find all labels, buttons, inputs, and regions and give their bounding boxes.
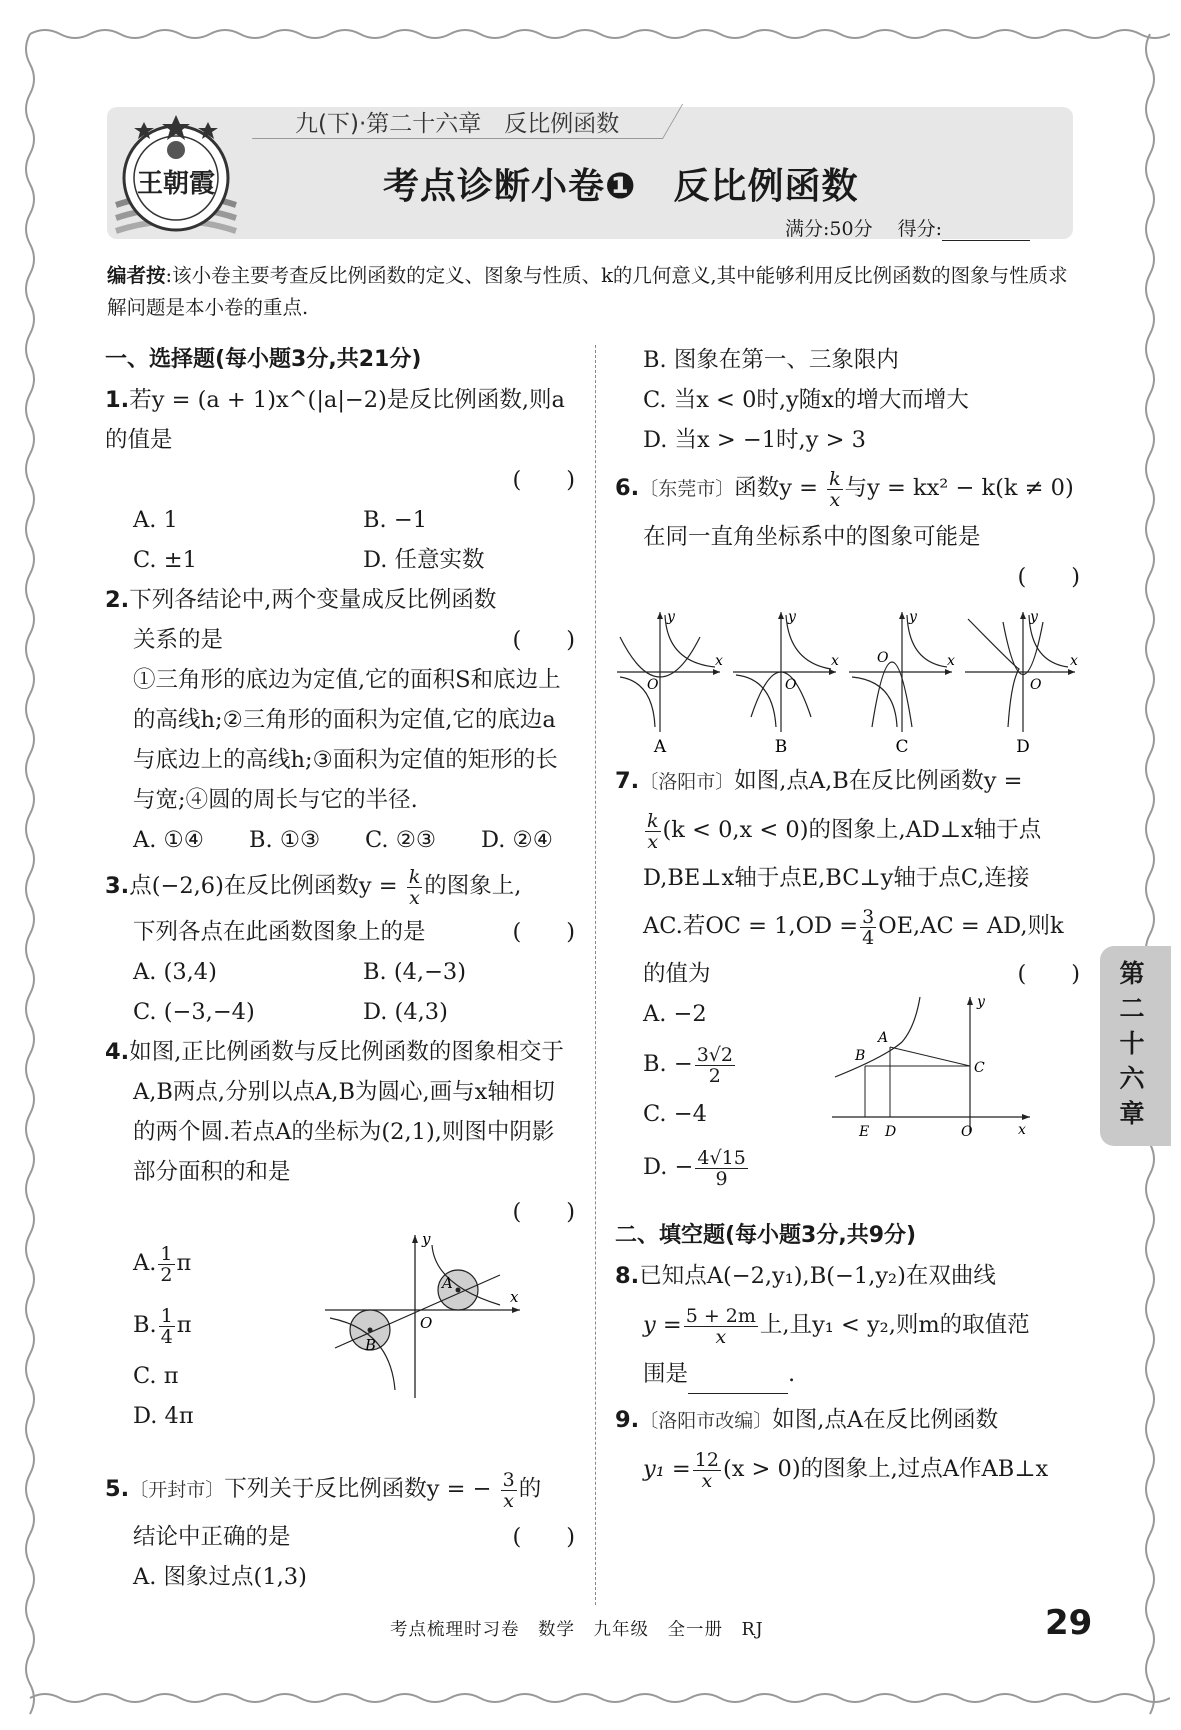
q4-option-d[interactable]: D. 4π — [133, 1403, 194, 1429]
svg-text:D: D — [885, 1124, 897, 1140]
q2-option-c[interactable]: C. ②③ — [365, 827, 437, 853]
q6-graph-b[interactable] — [733, 609, 839, 757]
section-2-title: 二、填空题(每小题3分,共9分) — [615, 1223, 917, 1248]
svg-text:O: O — [647, 677, 659, 693]
q8-eq-prefix: y = — [643, 1312, 682, 1338]
svg-text:y: y — [1030, 609, 1038, 625]
svg-text:y: y — [667, 609, 675, 625]
svg-text:C: C — [974, 1060, 985, 1076]
q7-source: 〔洛阳市〕 — [639, 771, 735, 793]
svg-text:D: D — [1016, 737, 1030, 757]
q4-option-a[interactable]: A. $\frac{1}{2}$ π — [133, 1242, 192, 1286]
q6-source: 〔东莞市〕 — [639, 478, 735, 500]
question-6 — [615, 460, 1080, 517]
q8-answer-blank[interactable] — [688, 1369, 788, 1394]
q2-option-a[interactable]: A. ①④ — [133, 827, 204, 853]
editor-note-text: :该小卷主要考查反比例函数的定义、图象与性质、k的几何意义,其中能够利用反比例函数的图象与性质求解问题是本小卷的重点. — [107, 264, 1068, 319]
q2-option-d[interactable]: D. ②④ — [481, 827, 553, 853]
q7-option-d[interactable]: D. − $\frac{4√15}{9}$ — [643, 1146, 746, 1190]
svg-text:A: A — [878, 1030, 889, 1046]
q5-text-b: 的 — [518, 1476, 542, 1502]
question-9 — [615, 1400, 1080, 1441]
q5-option-d[interactable]: D. 当x > −1时,y > 3 — [643, 427, 866, 453]
q5-fraction: $\frac{3}{x}$ — [502, 1468, 515, 1512]
q3-answer-paren[interactable]: ( ) — [512, 919, 575, 945]
q3-option-c[interactable]: C. (−3,−4) — [133, 999, 255, 1025]
q2-line1: 下列各结论中,两个变量成反比例函数 — [129, 587, 497, 613]
question-2 — [105, 580, 575, 860]
q6-line2: 在同一直角坐标系中的图象可能是 — [643, 524, 981, 550]
q1-option-d[interactable]: D. 任意实数 — [363, 547, 485, 573]
question-1 — [105, 380, 575, 580]
q2-option-b[interactable]: B. ①③ — [249, 827, 321, 853]
svg-text:O: O — [961, 1124, 973, 1140]
section-1-title: 一、选择题(每小题3分,共21分) — [105, 347, 422, 372]
footer: 考点梳理时习卷 数学 九年级 全一册 RJ — [390, 1620, 764, 1640]
editor-note-label: 编者按 — [107, 264, 166, 287]
editor-note — [107, 260, 1077, 324]
q3-option-d[interactable]: D. (4,3) — [363, 999, 448, 1025]
svg-text:y: y — [788, 609, 796, 625]
q5-option-b[interactable]: B. 图象在第一、三象限内 — [643, 347, 899, 373]
svg-text:A: A — [653, 737, 667, 757]
q8-fraction: $\frac{5 + 2m}{x}$ — [685, 1304, 756, 1348]
q3-option-a[interactable]: A. (3,4) — [133, 959, 217, 985]
q8-line1: 已知点A(−2,y₁),B(−1,y₂)在双曲线 — [639, 1263, 996, 1289]
svg-text:x: x — [715, 653, 723, 669]
q7-line4-a: AC.若OC = 1,OD = — [643, 913, 859, 939]
q3-text-a: 点(−2,6)在反比例函数y = — [129, 873, 398, 899]
q4-fig-a: A — [442, 1274, 453, 1292]
q9-number: 9. — [615, 1407, 640, 1433]
right-column: B. 图象在第一、三象限内 C. 当x < 0时,y随x的增大而增大 D. 当x > −1时,y > 3 6.〔东莞市〕函数y = $\frac{k}{x}$ 与y = kx² − k(k ≠ 0) 在同一直角坐标系中的图象可能是 ( ) y x O A y x O B y x O C y x O D 7.〔洛阳市〕如图,点A,B在反比例函数y = $\frac{k}{x}$ (k < 0,x < 0)的图象上,AD⊥x轴于点 D,BE⊥x轴于点E,BC⊥y轴于点C,连接 AC.若OC = 1,OD = $\frac{3}{4}$ OE,AC = AD,则k 的值为 ( ) A. −2 B. − $\frac{3√2}{2}$ C. −4 D. − $\frac{4√15}{9}$ y x O A B C D E 二、填空题(每小题3分,共9分) 8.已知点A(−2,y₁),B(−1,y₂)在双曲线 y = $\frac{5 + 2m}{x}$ 上,且y₁ < y₂,则m的取值范 围是 . 9.〔洛阳市改编〕如图,点A在反比例函数 y₁ = $\frac{12}{x}$ (x > 0)的图象上,过点A作AB⊥x — [615, 340, 1080, 1497]
page-title: 考点诊断小卷❶ 反比例函数 — [383, 166, 859, 207]
svg-text:B: B — [774, 737, 788, 757]
q2-body: ①三角形的底边为定值,它的面积S和底边上的高线h;②三角形的面积为定值,它的底边a与底边上的高线h;③面积为定值的矩形的长与宽;④圆的周长与它的半径. — [133, 667, 561, 813]
svg-text:y: y — [909, 609, 917, 625]
q6-graph-a[interactable] — [617, 609, 723, 757]
q6-graph-d[interactable] — [965, 609, 1078, 757]
q4-fig-o: O — [420, 1314, 433, 1332]
chapter-label: 九(下)·第二十六章 反比例函数 — [295, 111, 620, 137]
q7-line1: 如图,点A,B在反比例函数y = — [734, 768, 1023, 794]
q9-line1: 如图,点A在反比例函数 — [772, 1407, 999, 1433]
q4-text: 如图,正比例函数与反比例函数的图象相交于A,B两点,分别以点A,B为圆心,画与x轴相切的两个圆.若点A的坐标为(2,1),则图中阴影部分面积的和是 — [129, 1039, 564, 1185]
score-label: 得分: — [897, 218, 943, 240]
q4-fig-x: x — [510, 1288, 519, 1306]
q5-text-a: 下列关于反比例函数y = − — [224, 1476, 492, 1502]
q4-figure — [320, 1230, 530, 1400]
q4-fig-y: y — [422, 1230, 431, 1248]
q1-number: 1. — [105, 387, 130, 413]
q7-fraction: $\frac{k}{x}$ — [647, 809, 659, 853]
svg-text:x: x — [831, 653, 839, 669]
q5-source: 〔开封市〕 — [129, 1479, 225, 1501]
svg-text:y: y — [977, 994, 985, 1010]
q7-option-b[interactable]: B. − $\frac{3√2}{2}$ — [643, 1043, 733, 1087]
q4-fig-b: B — [365, 1336, 377, 1354]
q6-graph-c[interactable] — [849, 609, 955, 757]
q6-number: 6. — [615, 475, 640, 501]
q5-number: 5. — [105, 1476, 130, 1502]
question-5 — [105, 1462, 575, 1517]
q9-line2: (x > 0)的图象上,过点A作AB⊥x — [722, 1456, 1049, 1482]
svg-text:x: x — [1018, 1122, 1026, 1138]
q3-text-b: 的图象上, — [424, 873, 522, 899]
svg-text:x: x — [947, 653, 955, 669]
q1-text: 若y = (a + 1)x^(|a|−2)是反比例函数,则a的值是 — [105, 387, 565, 453]
score-line — [785, 214, 1030, 241]
left-column — [105, 340, 575, 1597]
q3-number: 3. — [105, 873, 130, 899]
q5-line2: 结论中正确的是 — [133, 1524, 291, 1550]
q7-option-a[interactable]: A. −2 — [643, 1001, 707, 1027]
q7-line4-b: OE,AC = AD,则k — [878, 913, 1064, 939]
q6-graphs — [615, 607, 1080, 757]
q8-line2: 上,且y₁ < y₂,则m的取值范 — [759, 1312, 1030, 1338]
q7-line2: (k < 0,x < 0)的图象上,AD⊥x轴于点 — [662, 817, 1042, 843]
svg-text:O: O — [785, 677, 797, 693]
q7-fraction-2: $\frac{3}{4}$ — [862, 905, 875, 949]
q2-line2: 关系的是 — [133, 627, 224, 653]
svg-text:B: B — [855, 1048, 866, 1064]
q1-option-b[interactable]: B. −1 — [363, 507, 428, 533]
q9-fraction: $\frac{12}{x}$ — [694, 1448, 719, 1492]
q7-line5: 的值为 — [643, 961, 711, 987]
q9-eq-prefix: y₁ = — [643, 1456, 691, 1482]
question-4 — [105, 1032, 575, 1462]
svg-text:O: O — [1030, 677, 1042, 693]
publisher-logo — [106, 110, 246, 240]
chapter-side-tab-text: 第二十六章 — [1119, 959, 1145, 1128]
question-3 — [105, 860, 575, 912]
q5-option-a[interactable]: A. 图象过点(1,3) — [133, 1564, 307, 1590]
q1-option-a[interactable]: A. 1 — [133, 507, 178, 533]
q2-answer-paren[interactable]: ( ) — [512, 627, 575, 653]
q8-line3: 围是 — [643, 1361, 689, 1387]
q8-number: 8. — [615, 1263, 640, 1289]
svg-text:O: O — [877, 650, 889, 666]
q3-line2-row — [105, 912, 575, 952]
q6-fraction: $\frac{k}{x}$ — [829, 467, 841, 511]
column-divider — [595, 345, 596, 1605]
q7-option-c[interactable]: C. −4 — [643, 1101, 707, 1127]
q3-fraction: $\frac{k}{x}$ — [408, 865, 421, 909]
q3-line2: 下列各点在此函数图象上的是 — [133, 919, 426, 945]
q5-option-c[interactable]: C. 当x < 0时,y随x的增大而增大 — [643, 387, 969, 413]
q7-figure — [830, 992, 1040, 1142]
svg-text:E: E — [859, 1124, 870, 1140]
svg-text:C: C — [895, 737, 909, 757]
score-blank[interactable] — [942, 222, 1030, 241]
q7-line3: D,BE⊥x轴于点E,BC⊥y轴于点C,连接 — [643, 865, 1030, 891]
q6-text-a: 函数y = — [734, 475, 818, 501]
q1-option-c[interactable]: C. ±1 — [133, 547, 197, 573]
q6-answer-paren[interactable]: ( ) — [1017, 564, 1080, 590]
page-number: 29 — [1045, 1603, 1093, 1643]
logo-text: 王朝霞 — [136, 169, 216, 199]
question-8 — [615, 1256, 1080, 1296]
q9-source: 〔洛阳市改编〕 — [639, 1410, 773, 1432]
q2-number: 2. — [105, 587, 130, 613]
q6-text-b: 与y = kx² − k(k ≠ 0) — [844, 475, 1074, 501]
q5-answer-paren[interactable]: ( ) — [512, 1524, 575, 1550]
full-score: 满分:50分 — [785, 218, 873, 240]
q4-option-b[interactable]: B. $\frac{1}{4}$ π — [133, 1304, 192, 1348]
q4-option-c[interactable]: C. π — [133, 1363, 179, 1389]
q4-number: 4. — [105, 1039, 130, 1065]
q4-answer-paren[interactable]: ( ) — [512, 1199, 575, 1225]
svg-text:x: x — [1070, 653, 1078, 669]
q3-option-b[interactable]: B. (4,−3) — [363, 959, 467, 985]
q1-answer-paren[interactable]: ( ) — [512, 467, 575, 493]
q7-number: 7. — [615, 768, 640, 794]
q7-answer-paren[interactable]: ( ) — [1017, 961, 1080, 987]
question-7 — [615, 761, 1080, 802]
